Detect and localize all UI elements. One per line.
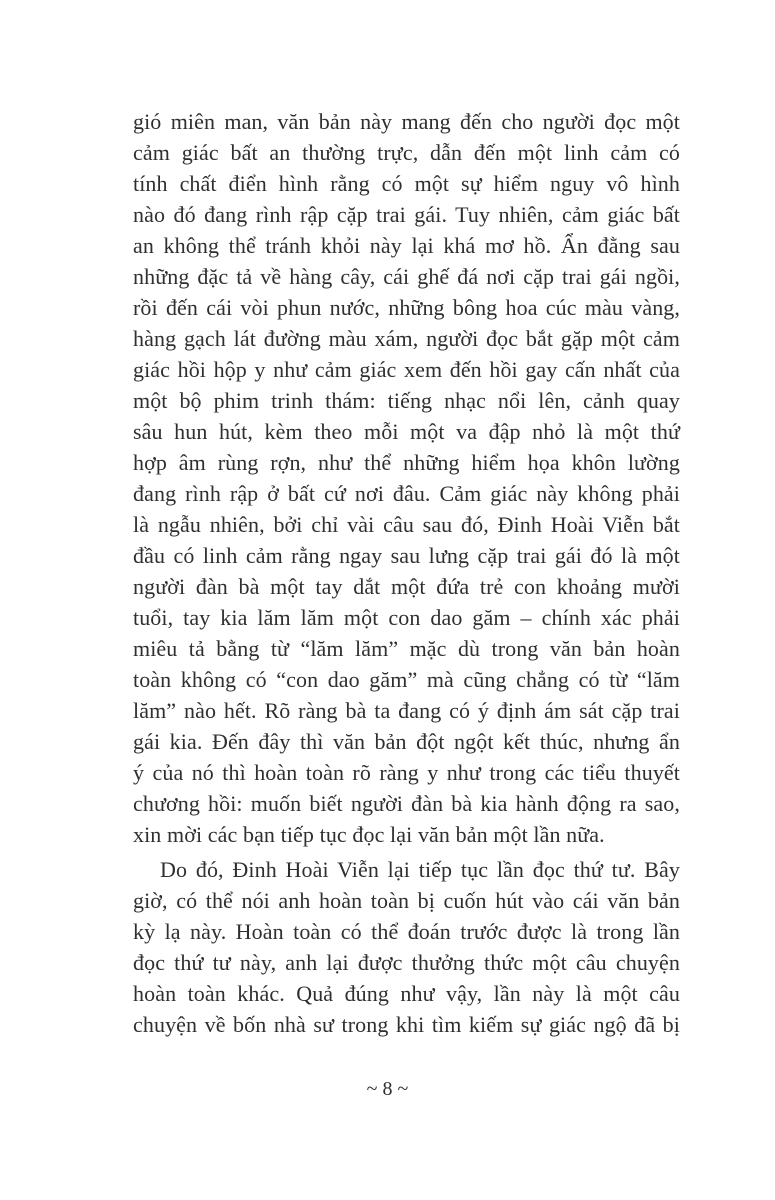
text-line: đọc thứ tư này, anh lại được thưởng thức một câu chuyện: [133, 950, 680, 975]
text-line: người đàn bà một tay dắt một đứa trẻ con khoảng mười: [133, 574, 680, 599]
text-line: hàng gạch lát đường màu xám, người đọc bắt gặp một cảm: [133, 326, 680, 351]
text-line: một bộ phim trinh thám: tiếng nhạc nổi lên, cảnh quay: [133, 388, 680, 413]
text-line: giác hồi hộp y như cảm giác xem đến hồi gay cấn nhất của: [133, 357, 680, 382]
text-line: toàn không có “con dao găm” mà cũng chẳng có từ “lăm: [133, 667, 680, 692]
text-line: xin mời các bạn tiếp tục đọc lại văn bản một lần nữa.: [133, 822, 605, 847]
text-line: lăm” nào hết. Rõ ràng bà ta đang có ý định ám sát cặp trai: [133, 698, 680, 723]
text-line: hoàn toàn khác. Quả đúng như vậy, lần này là một câu: [133, 981, 680, 1006]
paragraph-1: [133, 106, 680, 850]
text-line: tuổi, tay kia lăm lăm một con dao găm – chính xác phải: [133, 605, 680, 630]
text-line: giờ, có thể nói anh hoàn toàn bị cuốn hút vào cái văn bản: [133, 888, 680, 913]
text-line: Do đó, Đinh Hoài Viễn lại tiếp tục lần đọc thứ tư. Bây: [160, 857, 680, 882]
text-line: gái kia. Đến đây thì văn bản đột ngột kết thúc, nhưng ẩn: [133, 729, 680, 754]
text-line: tính chất điển hình rằng có một sự hiểm nguy vô hình: [133, 171, 680, 196]
text-line: những đặc tả về hàng cây, cái ghế đá nơi cặp trai gái ngồi,: [133, 264, 680, 289]
text-line: an không thể tránh khỏi này lại khá mơ hồ. Ẩn đằng sau: [133, 233, 680, 258]
text-line: gió miên man, văn bản này mang đến cho người đọc một: [133, 109, 680, 134]
text-line: chuyện về bốn nhà sư trong khi tìm kiếm sự giác ngộ đã bị: [133, 1012, 680, 1037]
text-line: đầu có linh cảm rằng ngay sau lưng cặp trai gái đó là một: [133, 543, 680, 568]
text-line: là ngẫu nhiên, bởi chỉ vài câu sau đó, Đinh Hoài Viễn bắt: [133, 512, 680, 537]
text-line: hợp âm rùng rợn, như thể những hiểm họa khôn lường: [133, 450, 680, 475]
text-line: chương hồi: muốn biết người đàn bà kia hành động ra sao,: [133, 791, 680, 816]
text-line: nào đó đang rình rập cặp trai gái. Tuy nhiên, cảm giác bất: [133, 202, 680, 227]
paragraph-2: [133, 854, 680, 1040]
text-line: sâu hun hút, kèm theo mỗi một va đập nhỏ là một thứ: [133, 419, 680, 444]
text-line: đang rình rập ở bất cứ nơi đâu. Cảm giác này không phải: [133, 481, 680, 506]
text-block: [133, 106, 680, 1040]
text-line: miêu tả bằng từ “lăm lăm” mặc dù trong văn bản hoàn: [133, 636, 680, 661]
text-line: rồi đến cái vòi phun nước, những bông hoa cúc màu vàng,: [133, 295, 680, 320]
text-line: ý của nó thì hoàn toàn rõ ràng y như trong các tiểu thuyết: [133, 760, 680, 785]
text-line: kỳ lạ này. Hoàn toàn có thể đoán trước được là trong lần: [133, 919, 680, 944]
text-line: cảm giác bất an thường trực, dẫn đến một linh cảm có: [133, 140, 680, 165]
page-number: ~ 8 ~: [366, 1078, 409, 1100]
